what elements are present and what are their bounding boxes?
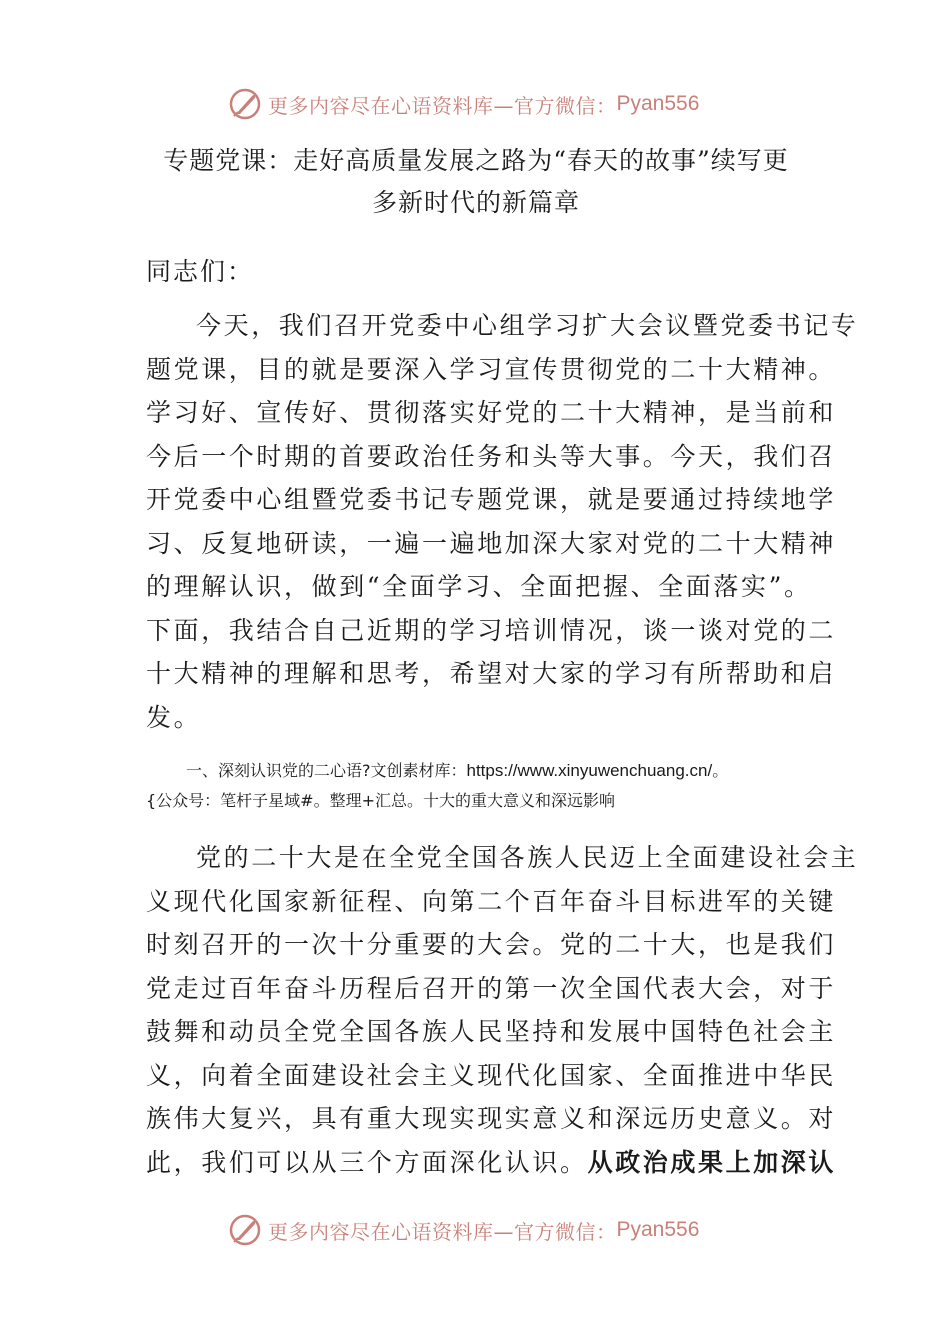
paragraph-line: 今天，我们召开党委中心组学习扩大会议暨党委书记专 <box>196 311 859 340</box>
page-title <box>146 140 806 224</box>
footer-banner <box>228 1212 748 1248</box>
paragraph-line: 义现代化国家新征程、向第二个百年奋斗目标进军的关键 <box>146 886 837 916</box>
greeting: 同志们： <box>146 257 255 286</box>
paragraph-line: 习、反复地研读，一遍一遍地加深大家对党的二十大精神 <box>146 528 837 558</box>
paragraph-line: 开党委中心组暨党委书记专题党课，就是要通过持续地学 <box>146 485 837 514</box>
quill-pen-logo-icon <box>228 1213 262 1247</box>
paragraph-line <box>146 1141 837 1185</box>
paragraph-line: 下面，我结合自己近期的学习培训情况，谈一谈对党的二 <box>146 615 837 645</box>
paragraph-line: 学习好、宣传好、贯彻落实好党的二十大精神，是当前和 <box>146 398 837 427</box>
quill-pen-logo-icon <box>228 87 262 121</box>
title-line: 多新时代的新篇章 <box>371 188 580 217</box>
paragraph-line: 鼓舞和动员全党全国各族人民坚持和发展中国特色社会主 <box>146 1017 837 1046</box>
section-note-suffix: 。 <box>712 761 729 780</box>
bold-heading-text: 从政治成果上加深认 <box>587 1147 837 1177</box>
section-note-line: {公众号：笔杆子星域#。整理+汇总。十大的重大意义和深远影响 <box>146 791 615 810</box>
title-line: 专题党课：走好高质量发展之路为“春天的故事”续写更 <box>163 146 789 175</box>
banner-wechat-id: Pyan556 <box>616 1218 700 1241</box>
paragraph-line: 党走过百年奋斗历程后召开的第一次全国代表大会，对于 <box>146 973 837 1003</box>
section-note-prefix: 一、深刻认识党的二心语?文创素材库： <box>186 761 467 780</box>
section-heading-note <box>146 756 806 816</box>
section-note-url[interactable]: https://www.xinyuwenchuang.cn/ <box>466 761 713 780</box>
paragraph-line: 的理解认识，做到“全面学习、全面把握、全面落实”。 <box>146 572 812 601</box>
paragraph-intro <box>146 304 859 739</box>
paragraph-line: 题党课，目的就是要深入学习宣传贯彻党的二十大精神。 <box>146 354 837 384</box>
paragraph-line: 时刻召开的一次十分重要的大会。党的二十大，也是我们 <box>146 930 837 959</box>
banner-wechat-id: Pyan556 <box>616 92 700 115</box>
banner-text: 更多内容尽在心语资料库—官方微信： <box>268 93 617 118</box>
paragraph-line: 义，向着全面建设社会主义现代化国家、全面推进中华民 <box>146 1060 837 1090</box>
section-note-line <box>146 756 806 786</box>
paragraph-text: 此，我们可以从三个方面深化认识。 <box>146 1147 588 1177</box>
paragraph-line: 今后一个时期的首要政治任务和头等大事。今天，我们召 <box>146 441 837 471</box>
banner-text: 更多内容尽在心语资料库—官方微信： <box>268 1219 617 1244</box>
header-banner <box>228 86 748 122</box>
paragraph-line: 发。 <box>146 702 202 732</box>
paragraph-line: 族伟大复兴，具有重大现实现实意义和深远历史意义。对 <box>146 1104 837 1133</box>
paragraph-significance <box>146 836 859 1184</box>
paragraph-line: 党的二十大是在全党全国各族人民迈上全面建设社会主 <box>196 843 859 872</box>
paragraph-line: 十大精神的理解和思考，希望对大家的学习有所帮助和启 <box>146 659 837 688</box>
